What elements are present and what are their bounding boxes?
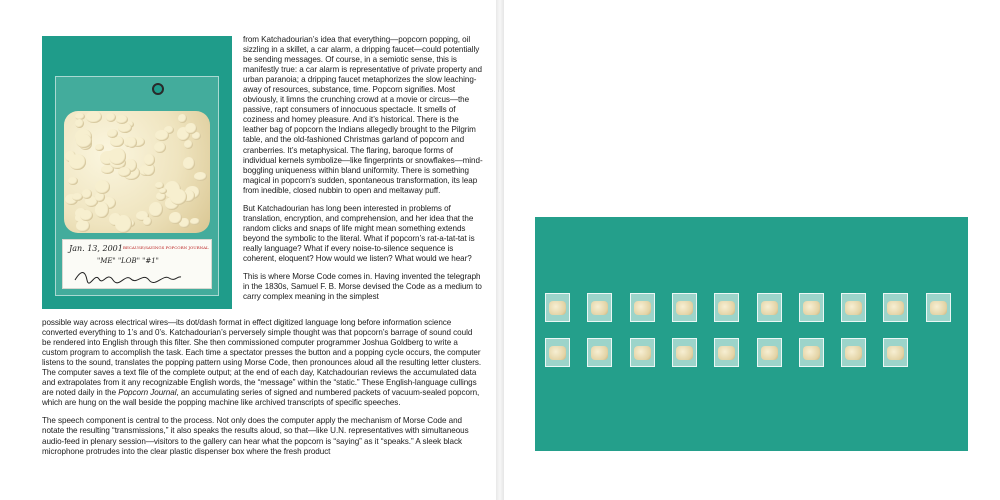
packet-popcorn [676, 301, 693, 315]
popcorn-kernel [178, 114, 187, 123]
packet-popcorn [803, 301, 820, 315]
popcorn-journal-grid-photo [535, 217, 968, 451]
text-column-right [243, 35, 483, 302]
packet-popcorn [591, 301, 608, 315]
packet-popcorn [549, 301, 566, 315]
popcorn-packet [757, 293, 782, 322]
popcorn-packet [714, 293, 739, 322]
popcorn-kernel [76, 220, 90, 232]
packet-popcorn [634, 346, 651, 360]
popcorn-kernel [95, 144, 104, 151]
paragraph-popcorn-signifies: from Katchadourian’s idea that everything—popcorn popping, oil sizzling in a skillet, a car alarm, a dripping faucet—could potentially be sending messages. Of course, in a semiotic sense, this is manifestly true: a car alarm is representative of private property and urban paranoia; a dripping faucet metaphorizes the slow leaching-away of resources, substance, time. Popcorn signifies. Most obviously, it limns the crunching crowd at a movie or circus—the passive, rapt consumers of innocuous spectacle. It smells of coziness and homey pleasure. And it’s historical. There is the leather bag of popcorn the Indians allegedly brought to the Pilgrim table, and the old-fashioned Christmas garland of popcorn and cranberries. It’s metaphysical. The flaring, baroque forms of individual kernels symbolize—like fingerprints or snowflakes—mind-boggling uniqueness within bland uniformity. There is something magical in popcorn’s sudden, spontaneous transformation, its leap from inedible, closed nubbin to open and meltaway puff. [243, 35, 483, 195]
popcorn-kernel [68, 177, 78, 185]
popcorn-packet [545, 293, 570, 322]
packet-popcorn [718, 346, 735, 360]
popcorn-packet [883, 293, 908, 322]
popcorn-packet [799, 338, 824, 367]
book-gutter [496, 0, 504, 500]
popcorn-kernel [95, 192, 105, 201]
popcorn-kernel [184, 140, 193, 149]
popcorn-kernel [183, 157, 196, 171]
popcorn-packet [672, 293, 697, 322]
paragraph-speech-component: The speech component is central to the process. Not only does the computer apply the mechanism of Morse Code and notate the resulting “transmissions,” it also speaks the results aloud, so that—like U.N. representatives with simultaneous audio-feed in plenary session—visitors to the gallery can hear what the popcorn is “saying” as it “speaks.” A sleek black microphone protrudes into the clear plastic dispenser box where the fresh product [42, 416, 469, 456]
popcorn-packet [545, 338, 570, 367]
popcorn-kernel [76, 134, 92, 148]
popcorn-packet [714, 338, 739, 367]
popcorn-kernel [154, 142, 166, 153]
label-source: BECAUSE/SAYINGS POPCORN JOURNAL [123, 245, 209, 250]
packet-popcorn [845, 301, 862, 315]
popcorn-packet [757, 338, 782, 367]
popcorn-kernel [95, 202, 110, 217]
packet-popcorn [887, 301, 904, 315]
popcorn-kernel [86, 111, 102, 123]
popcorn-packet [883, 338, 908, 367]
popcorn-packet [841, 293, 866, 322]
label-words: "ME" "LOB" "#1" [97, 257, 159, 265]
journal-label-card [62, 239, 212, 289]
popcorn-packet [926, 293, 951, 322]
popcorn-packet [630, 338, 655, 367]
packet-popcorn [803, 346, 820, 360]
packet-popcorn [676, 346, 693, 360]
popcorn-kernel [80, 210, 93, 222]
packet-popcorn [761, 346, 778, 360]
hanging-hole-icon [152, 83, 164, 95]
popcorn-kernel [170, 189, 187, 205]
popcorn-packet [841, 338, 866, 367]
paragraph-morse-intro: This is where Morse Code comes in. Having invented the telegraph in the 1830s, Samuel F. B. Morse devised the Code as a medium to carry complex meaning in the simplest [243, 272, 482, 302]
signature-icon [73, 268, 183, 284]
popcorn-kernel [95, 180, 110, 194]
popcorn-packet [587, 293, 612, 322]
popcorn-packet [799, 293, 824, 322]
packet-popcorn [549, 346, 566, 360]
right-page [504, 0, 1000, 500]
popcorn-kernel [149, 202, 162, 217]
vacuum-sealed-bag [55, 76, 219, 296]
popcorn-packet [672, 338, 697, 367]
packet-popcorn [761, 301, 778, 315]
popcorn-kernel [115, 215, 132, 233]
popcorn-kernel [106, 113, 116, 122]
popcorn-bag-photo [42, 36, 232, 309]
packet-popcorn [887, 346, 904, 360]
popcorn-kernel [110, 136, 123, 147]
popcorn-kernel [194, 172, 206, 181]
popcorn-contents [64, 111, 210, 233]
popcorn-kernel [159, 188, 167, 194]
popcorn-kernel [69, 154, 87, 170]
popcorn-kernel [143, 217, 152, 226]
popcorn-kernel [155, 130, 170, 141]
popcorn-packet [587, 338, 612, 367]
packet-popcorn [591, 346, 608, 360]
label-date: Jan. 13, 2001 [69, 244, 123, 253]
paragraph-translation: But Katchadourian has long been interested in problems of translation, encryption, and comprehension, and her idea that the random clicks and snaps of life might mean something extends beyond the symbolic to the literal. What if popcorn’s rat-a-tat-tat is really language? What if every noise-to-silence sequence is coherent, eloquent? How would we listen? What would we hear? [243, 203, 475, 263]
popcorn-kernel [109, 148, 127, 165]
packet-popcorn [634, 301, 651, 315]
popcorn-kernel [190, 218, 200, 225]
popcorn-packet [630, 293, 655, 322]
packet-popcorn [845, 346, 862, 360]
popcorn-kernel [118, 167, 131, 177]
popcorn-kernel [118, 123, 132, 133]
text-column-full [42, 318, 483, 465]
packet-popcorn [718, 301, 735, 315]
left-page [0, 0, 496, 500]
popcorn-kernel [75, 119, 84, 128]
packet-popcorn [930, 301, 947, 315]
paragraph-morse-code: possible way across electrical wires—its dot/dash format in effect digitized language long before information science converted everything to 1’s and 0’s. Katchadourian’s perversely simple thought was that popcorn’s barrage of sound could be rendered into English through this filter. She then commissioned computer programmer Joshua Goldberg to write a custom program to accomplish the task. Each time a spectator presses the button and a popping cycle occurs, the computer listens to the sound, translates the popping pattern using Morse Code, then pronounces aloud all the resulting letter clusters. The computer saves a text file of the complete output; at the end of each day, Katchadourian reviews the accumulated data and extrapolates from it any recognizable English words, the “message” within the “static.” These English-language cullings are noted daily in the Popcorn Journal, an accumulating series of signed and numbered packets of vacuum-sealed popcorn, which are hung on the wall beside the popping machine like archived transcripts of specific speeches. [42, 318, 482, 408]
popcorn-kernel [107, 129, 118, 138]
popcorn-kernel [185, 123, 198, 135]
